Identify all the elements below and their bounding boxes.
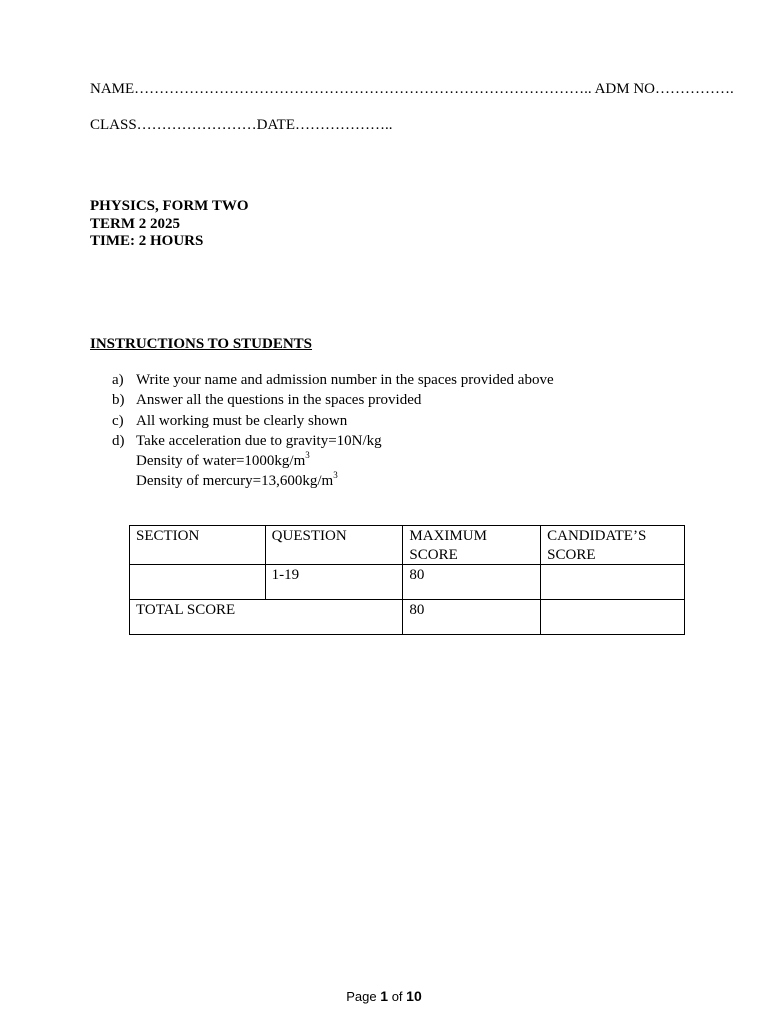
class-date-field-line[interactable]: CLASS……………………DATE……………….. bbox=[90, 117, 393, 133]
page-footer bbox=[0, 988, 768, 1004]
exponent: 3 bbox=[305, 450, 310, 461]
instruction-marker: c) bbox=[112, 412, 124, 429]
instruction-item bbox=[112, 390, 554, 410]
of-word: of bbox=[391, 989, 403, 1004]
instruction-item bbox=[112, 370, 554, 390]
table-header-row bbox=[130, 526, 685, 565]
instruction-text: Take acceleration due to gravity=10N/kg bbox=[136, 432, 382, 449]
instruction-text: Write your name and admission number in the spaces provided above bbox=[136, 372, 554, 388]
instruction-marker: b) bbox=[112, 392, 125, 409]
instructions-heading: INSTRUCTIONS TO STUDENTS bbox=[90, 336, 313, 352]
cell-question: 1-19 bbox=[265, 565, 403, 600]
instruction-marker: d) bbox=[112, 432, 125, 449]
exam-title-block bbox=[90, 198, 249, 251]
cell-section bbox=[130, 565, 266, 600]
total-candidate-score[interactable] bbox=[541, 600, 685, 635]
total-row bbox=[130, 600, 685, 635]
header-section: SECTION bbox=[130, 526, 266, 565]
total-max-score: 80 bbox=[403, 600, 541, 635]
header-candidate-score: CANDIDATE’S SCORE bbox=[541, 526, 685, 565]
density-water-line bbox=[136, 451, 554, 471]
table-row bbox=[130, 565, 685, 600]
instructions-list bbox=[112, 370, 554, 492]
total-pages-number: 10 bbox=[406, 988, 422, 1004]
density-mercury-line bbox=[136, 471, 554, 491]
header-maximum-score: MAXIMUM SCORE bbox=[403, 526, 541, 565]
current-page-number: 1 bbox=[380, 988, 389, 1004]
score-table bbox=[129, 525, 685, 635]
term-title: TERM 2 2025 bbox=[90, 215, 180, 232]
density-mercury-text: Density of mercury=13,600kg/m bbox=[136, 473, 334, 490]
header-question: QUESTION bbox=[265, 526, 403, 565]
instruction-item bbox=[112, 431, 554, 492]
instruction-item bbox=[112, 411, 554, 431]
cell-max-score: 80 bbox=[403, 565, 541, 600]
page-word: Page bbox=[346, 989, 377, 1004]
instruction-text: All working must be clearly shown bbox=[136, 412, 348, 429]
instruction-text: Answer all the questions in the spaces provided bbox=[136, 392, 422, 409]
instruction-marker: a) bbox=[112, 372, 124, 388]
cell-candidate-score[interactable] bbox=[541, 565, 685, 600]
density-water-text: Density of water=1000kg/m bbox=[136, 453, 306, 470]
subject-title: PHYSICS, FORM TWO bbox=[90, 198, 249, 214]
exponent: 3 bbox=[333, 470, 338, 481]
time-title: TIME: 2 HOURS bbox=[90, 233, 204, 249]
total-label: TOTAL SCORE bbox=[130, 600, 403, 635]
name-adm-field-line[interactable]: NAME……………………………………………………………………………….. ADM NO……………. bbox=[90, 81, 734, 97]
